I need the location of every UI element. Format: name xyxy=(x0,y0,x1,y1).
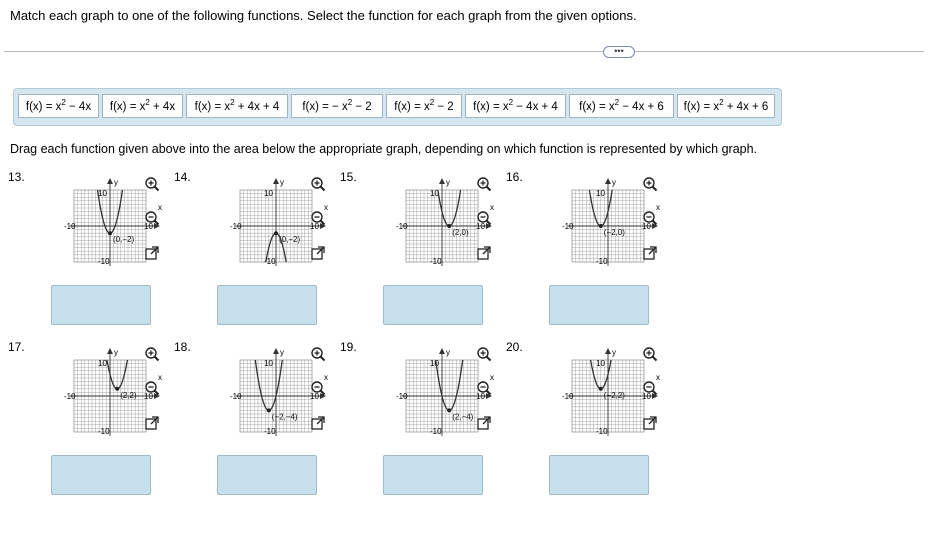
function-option-base: f(x) = x xyxy=(579,101,615,113)
y-axis-label: y xyxy=(446,348,450,357)
y-min-label: -10 xyxy=(596,257,608,266)
x-min-label: -10 xyxy=(396,392,408,401)
zoom-out-icon[interactable] xyxy=(144,210,160,226)
function-option[interactable] xyxy=(386,94,462,118)
function-option[interactable] xyxy=(465,94,566,118)
y-axis-label: y xyxy=(612,178,616,187)
function-option-exponent: 2 xyxy=(429,98,435,108)
expand-icon[interactable] xyxy=(476,245,492,261)
more-button[interactable]: ••• xyxy=(603,46,635,58)
function-option-exponent: 2 xyxy=(508,98,514,108)
question-number: 17. xyxy=(8,340,25,354)
drag-instruction: Drag each function given above into the area below the appropriate graph, depending on which function is represented by which graph. xyxy=(10,142,758,156)
function-option-base: f(x) = x xyxy=(25,101,62,113)
x-min-label: -10 xyxy=(230,222,242,231)
y-min-label: -10 xyxy=(98,427,110,436)
x-max-label: 10 xyxy=(310,222,319,231)
x-min-label: -10 xyxy=(64,392,76,401)
y-min-label: -10 xyxy=(596,427,608,436)
function-option-base: f(x) = x xyxy=(109,101,146,113)
function-option-rest: − 4x + 6 xyxy=(619,101,664,113)
x-max-label: 10 xyxy=(310,392,319,401)
zoom-out-icon[interactable] xyxy=(144,380,160,396)
vertex-point xyxy=(447,408,451,412)
zoom-in-icon[interactable] xyxy=(476,176,492,192)
y-min-label: -10 xyxy=(98,257,110,266)
x-axis-label: x xyxy=(158,373,162,382)
function-option-base: f(x) = x xyxy=(194,101,231,113)
y-axis-label: y xyxy=(114,178,118,187)
x-axis-label: x xyxy=(490,203,494,212)
y-max-label: 10 xyxy=(264,359,273,368)
y-min-label: -10 xyxy=(430,427,442,436)
parabola-graph xyxy=(534,174,660,274)
expand-icon[interactable] xyxy=(642,415,658,431)
zoom-in-icon[interactable] xyxy=(476,346,492,362)
zoom-out-icon[interactable] xyxy=(310,210,326,226)
x-axis-label: x xyxy=(324,373,328,382)
y-min-label: -10 xyxy=(264,257,276,266)
question-number: 18. xyxy=(174,340,191,354)
x-max-label: 10 xyxy=(642,222,651,231)
y-max-label: 10 xyxy=(98,359,107,368)
zoom-out-icon[interactable] xyxy=(476,380,492,396)
expand-icon[interactable] xyxy=(144,245,160,261)
zoom-in-icon[interactable] xyxy=(310,176,326,192)
question-number: 19. xyxy=(340,340,357,354)
x-max-label: 10 xyxy=(642,392,651,401)
parabola-graph xyxy=(202,174,328,274)
y-max-label: 10 xyxy=(264,189,273,198)
x-max-label: 10 xyxy=(476,222,485,231)
x-min-label: -10 xyxy=(64,222,76,231)
function-option-exponent: 2 xyxy=(719,98,724,108)
zoom-in-icon[interactable] xyxy=(310,346,326,362)
vertex-label: (−2,0) xyxy=(603,228,625,237)
zoom-out-icon[interactable] xyxy=(642,380,658,396)
expand-icon[interactable] xyxy=(144,415,160,431)
zoom-out-icon[interactable] xyxy=(642,210,658,226)
zoom-in-icon[interactable] xyxy=(642,346,658,362)
zoom-in-icon[interactable] xyxy=(144,176,160,192)
zoom-out-icon[interactable] xyxy=(476,210,492,226)
function-option[interactable] xyxy=(102,94,183,118)
y-max-label: 10 xyxy=(596,189,605,198)
answer-dropzone[interactable] xyxy=(549,285,649,325)
parabola-graph xyxy=(36,174,162,274)
vertex-point xyxy=(108,231,112,235)
vertex-label: (−2,2) xyxy=(603,390,625,400)
function-option[interactable] xyxy=(291,94,383,118)
function-option-base: f(x) = − x xyxy=(302,101,348,113)
y-min-label: -10 xyxy=(430,257,442,266)
vertex-label: (2,2) xyxy=(120,390,137,400)
question-instruction: Match each graph to one of the following functions. Select the function for each graph from the given options. xyxy=(10,8,637,23)
function-option[interactable] xyxy=(569,94,674,118)
vertex-point xyxy=(274,231,278,235)
expand-icon[interactable] xyxy=(310,415,326,431)
y-min-label: -10 xyxy=(264,427,276,436)
function-option-rest: − 2 xyxy=(434,101,454,113)
zoom-out-icon[interactable] xyxy=(310,380,326,396)
answer-dropzone[interactable] xyxy=(51,455,151,495)
answer-dropzone[interactable] xyxy=(383,455,483,495)
parabola-graph xyxy=(368,344,494,444)
vertex-point xyxy=(115,387,119,391)
answer-dropzone[interactable] xyxy=(383,285,483,325)
function-option[interactable] xyxy=(677,94,775,118)
answer-dropzone[interactable] xyxy=(217,285,317,325)
parabola-graph xyxy=(534,344,660,444)
zoom-in-icon[interactable] xyxy=(642,176,658,192)
function-option-rest: − 4x + 4 xyxy=(513,101,558,113)
y-max-label: 10 xyxy=(430,189,439,198)
question-number: 20. xyxy=(506,340,523,354)
y-max-label: 10 xyxy=(430,359,439,368)
x-min-label: -10 xyxy=(562,392,574,401)
zoom-in-icon[interactable] xyxy=(144,346,160,362)
answer-dropzone[interactable] xyxy=(51,285,151,325)
x-axis-label: x xyxy=(158,203,162,212)
y-axis-label: y xyxy=(280,178,284,187)
vertex-point xyxy=(447,224,451,228)
x-min-label: -10 xyxy=(230,392,242,401)
y-max-label: 10 xyxy=(596,359,605,368)
answer-dropzone[interactable] xyxy=(549,455,649,495)
y-axis-label: y xyxy=(114,348,118,357)
x-min-label: -10 xyxy=(396,222,408,231)
x-axis-label: x xyxy=(324,203,328,212)
function-option-rest: + 4x + 6 xyxy=(723,101,769,113)
y-max-label: 10 xyxy=(98,189,107,198)
function-option-rest: + 4x xyxy=(149,101,176,113)
vertex-label: (0,−2) xyxy=(279,235,301,245)
expand-icon[interactable] xyxy=(642,245,658,261)
question-number: 16. xyxy=(506,170,523,184)
function-option-exponent: 2 xyxy=(145,98,150,108)
function-option-exponent: 2 xyxy=(61,98,66,108)
question-number: 13. xyxy=(8,170,25,184)
vertex-label: (2,0) xyxy=(452,228,469,237)
vertex-point xyxy=(599,387,603,391)
vertex-label: (2,−4) xyxy=(452,412,474,422)
function-option[interactable] xyxy=(186,94,288,118)
vertex-label: (−2,−4) xyxy=(271,412,298,422)
function-option-rest: + 4x + 4 xyxy=(234,101,280,113)
vertex-point xyxy=(599,224,603,228)
parabola-graph xyxy=(368,174,494,274)
function-option-exponent: 2 xyxy=(614,98,620,108)
x-max-label: 10 xyxy=(144,222,153,231)
function-option-base: f(x) = x xyxy=(394,101,430,113)
vertex-point xyxy=(267,408,271,412)
y-axis-label: y xyxy=(280,348,284,357)
function-option-rest: − 2 xyxy=(352,101,372,113)
question-number: 15. xyxy=(340,170,357,184)
y-axis-label: y xyxy=(612,348,616,357)
function-option-base: f(x) = x xyxy=(473,101,509,113)
x-max-label: 10 xyxy=(144,392,153,401)
expand-icon[interactable] xyxy=(476,415,492,431)
function-option-exponent: 2 xyxy=(230,98,235,108)
y-axis-label: y xyxy=(446,178,450,187)
x-max-label: 10 xyxy=(476,392,485,401)
function-option-base: f(x) = x xyxy=(683,101,720,113)
parabola-graph xyxy=(202,344,328,444)
x-axis-label: x xyxy=(490,373,494,382)
question-number: 14. xyxy=(174,170,191,184)
function-option-exponent: 2 xyxy=(347,98,353,108)
function-option[interactable] xyxy=(18,94,99,118)
answer-dropzone[interactable] xyxy=(217,455,317,495)
x-axis-label: x xyxy=(656,203,660,212)
function-options-bank xyxy=(13,88,782,126)
vertex-label: (0,−2) xyxy=(113,235,135,245)
x-axis-label: x xyxy=(656,373,660,382)
parabola-graph xyxy=(36,344,162,444)
expand-icon[interactable] xyxy=(310,245,326,261)
function-option-rest: − 4x xyxy=(65,101,92,113)
x-min-label: -10 xyxy=(562,222,574,231)
divider xyxy=(4,51,924,52)
